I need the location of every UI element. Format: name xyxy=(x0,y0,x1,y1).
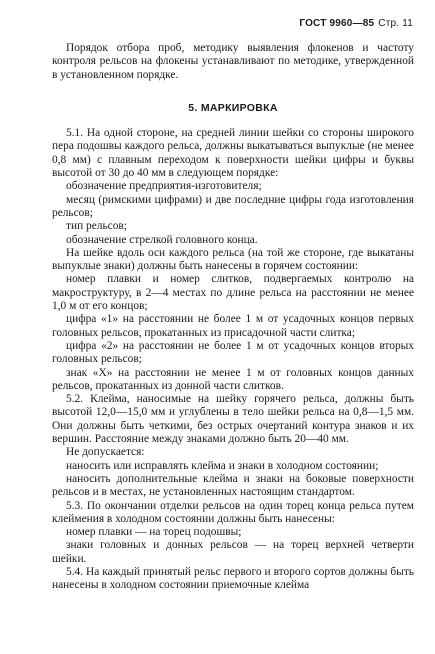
standard-code: ГОСТ 9960—85 xyxy=(299,18,375,29)
paragraph: 5.1. На одной стороне, на средней линии шейки со стороны широкого пера подошвы каждого рельса, должны выкатываться выпуклые (не менее 0,8 мм) с плавным переходом к поверхности шейки цифры и буквы высотой от 30 до 40 мм в следующем порядке: xyxy=(52,127,414,180)
document-body xyxy=(52,42,414,593)
paragraph: наносить или исправлять клейма и знаки в холодном состоянии; xyxy=(66,459,379,472)
intro-paragraph: Порядок отбора проб, методику выявления флокенов и частоту контроля рельсов на флокены устанавливают по методике, утвержденной в установленном порядке. xyxy=(52,42,414,81)
paragraph: 5.2. Клейма, наносимые на шейку горячего рельса, должны быть высотой 12,0—15,0 мм и углублены в тело шейки рельса на 0,8—1,5 мм. Они должны быть четкими, без острых очертаний контура знаков и их вершин. Расстояние между знаками должно быть 20—40 мм. xyxy=(52,393,414,446)
section-title: 5. МАРКИРОВКА xyxy=(188,101,278,114)
paragraph: обозначение предприятия-изготовителя; xyxy=(66,180,262,193)
page-header xyxy=(299,18,413,29)
paragraph: номер плавки — на торец подошвы; xyxy=(66,526,242,539)
page-number: Стр. 11 xyxy=(378,18,413,29)
paragraph: месяц (римскими цифрами) и две последние цифры года изготовления рельсов; xyxy=(52,193,414,219)
paragraph: 5.3. По окончании отделки рельсов на один торец конца рельса путем клеймения в холодном состоянии должны быть нанесены: xyxy=(52,499,414,525)
paragraph: знаки головных и донных рельсов — на торец верхней четверти шейки. xyxy=(52,539,414,565)
paragraph: тип рельсов; xyxy=(66,220,127,233)
paragraph: цифра «1» на расстоянии не более 1 м от усадочных концов первых головных рельсов, прокатанных из присадочной части слитка; xyxy=(52,313,414,339)
paragraph: обозначение стрелкой головного конца. xyxy=(66,233,258,246)
paragraph: знак «Х» на расстоянии не менее 1 м от головных концов данных рельсов, прокатанных из донной части слитков. xyxy=(52,366,414,392)
paragraph: номер плавки и номер слитков, подвергаемых контролю на макроструктуру, в 2—4 местах по длине рельса на расстоянии не менее 1,0 м от его концов; xyxy=(52,273,414,313)
paragraph: цифра «2» на расстоянии не более 1 м от усадочных концов вторых головных рельсов; xyxy=(52,339,414,366)
paragraph: Не допускается: xyxy=(66,446,145,459)
paragraph: наносить дополнительные клейма и знаки на боковые поверхности рельсов и в местах, не установленных настоящим стандартом. xyxy=(52,472,414,499)
paragraph: 5.4. На каждый принятый рельс первого и второго сортов должны быть нанесены в холодном состоянии приемочные клейма xyxy=(52,565,414,592)
paragraph: На шейке вдоль оси каждого рельса (на той же стороне, где выкатаны выпуклые знаки) должны быть нанесены в горячем состоянии: xyxy=(52,246,414,273)
